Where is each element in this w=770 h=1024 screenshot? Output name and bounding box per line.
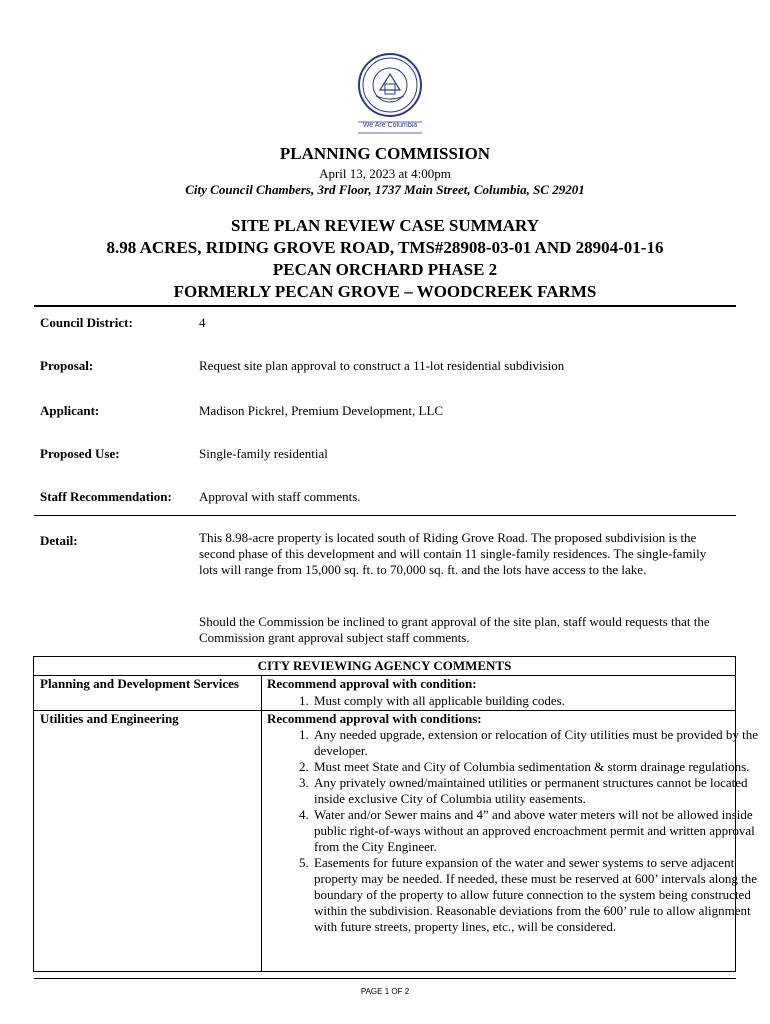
agency-utilities-conditions [267,727,764,935]
applicant-value: Madison Pickrel, Premium Development, LLC [199,403,444,418]
meeting-location: City Council Chambers, 3rd Floor, 1737 Main Street, Columbia, SC 29201 [185,182,585,197]
meeting-date: April 13, 2023 at 4:00pm [319,166,451,181]
list-item: 1. Any needed upgrade, extension or relocation of City utilities must be provided by the developer. [312,727,764,759]
list-item: 1. Must comply with all applicable building codes. [312,693,764,709]
table-column-divider [261,675,262,971]
proposed-use-label: Proposed Use: [40,446,120,461]
detail-paragraph-2: Should the Commission be inclined to grant approval of the site plan, staff would requests that the Commission grant approval subject staff comments. [199,614,710,645]
list-item: 3. Any privately owned/maintained utilities or permanent structures cannot be located inside exclusive City of Columbia utility easements. [312,775,764,807]
fields-divider [34,515,736,516]
page-number: PAGE 1 OF 2 [360,987,410,996]
list-item: 2. Must meet State and City of Columbia sedimentation & storm drainage regulations. [312,759,764,775]
staff-recommendation-value: Approval with staff comments. [199,489,361,504]
agency-utilities-heading: Recommend approval with conditions: [267,711,482,726]
proposal-label: Proposal: [40,358,94,373]
commission-title: PLANNING COMMISSION [279,144,491,163]
list-item: 5. Easements for future expansion of the water and sewer systems to serve adjacent property may be needed. If needed, these must be reserved at 600’ intervals along the boundary of the property to allow future connection to the system being constructed within the subdivision. Reasonable deviations from the 600’ rule to allow alignment with future streets, property lines, etc., will be considered. [312,855,764,935]
agency-utilities-label: Utilities and Engineering [40,711,179,726]
case-title-line-2: 8.98 ACRES, RIDING GROVE ROAD, TMS#28908-03-01 AND 28904-01-16 [106,238,664,257]
applicant-label: Applicant: [40,403,100,418]
city-seal-logo [354,52,426,134]
case-title-line-3: PECAN ORCHARD PHASE 2 [272,260,498,279]
agency-comments-table [33,656,759,972]
agency-planning-conditions [267,693,764,709]
footer-divider [34,978,736,979]
proposal-value: Request site plan approval to construct a 11-lot residential subdivision [199,358,565,373]
agency-table-title: CITY REVIEWING AGENCY COMMENTS [257,658,512,673]
council-district-value: 4 [199,315,206,330]
detail-label: Detail: [40,533,78,548]
seal-caption: We Are Columbia [362,122,418,129]
proposed-use-value: Single-family residential [199,446,328,461]
header-divider [34,305,736,307]
detail-paragraph-1: This 8.98-acre property is located south of Riding Grove Road. The proposed subdivision is the second phase of this development and will contain 11 single-family residences. The single-family lots will range from 15,000 sq. ft. to 70,000 sq. ft. and the lots have access to the lake. [199,530,707,577]
agency-planning-heading: Recommend approval with condition: [267,676,477,691]
council-district-label: Council District: [40,315,133,330]
case-title-line-4: FORMERLY PECAN GROVE – WOODCREEK FARMS [173,282,597,301]
staff-recommendation-label: Staff Recommendation: [40,489,172,504]
agency-planning-label: Planning and Development Services [40,676,239,691]
case-title-line-1: SITE PLAN REVIEW CASE SUMMARY [231,216,539,235]
list-item: 4. Water and/or Sewer mains and 4” and above water meters will not be allowed inside public right-of-ways without an approved encroachment permit and written approval from the City Engineer. [312,807,764,855]
